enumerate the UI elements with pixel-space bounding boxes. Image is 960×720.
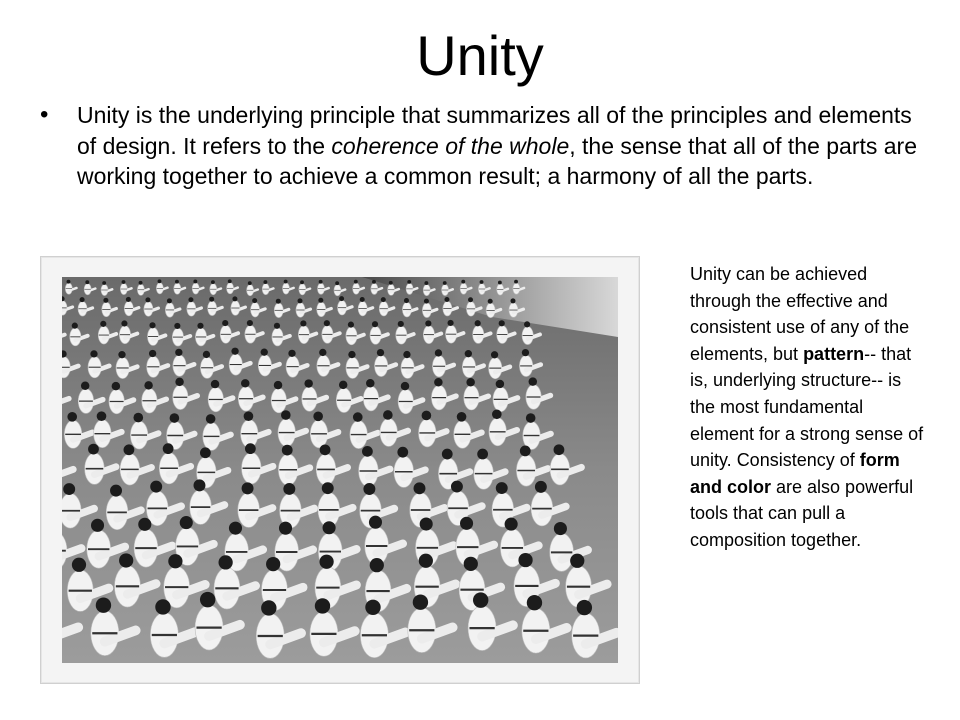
student-head [518, 553, 532, 567]
student-head [281, 410, 291, 420]
student-head [197, 323, 203, 329]
student-head [102, 281, 106, 285]
student-head [488, 299, 493, 304]
student-head [492, 409, 502, 419]
side-note-part3: are also powerful tools that can pull a composition together. [690, 476, 914, 550]
student-head [425, 320, 431, 326]
side-note-bold-form-color: form and color [690, 450, 900, 497]
student-head [91, 519, 104, 532]
student-head [229, 522, 242, 535]
student-head [149, 322, 155, 328]
student-head [319, 280, 323, 284]
student-head [288, 350, 295, 357]
student-head [442, 449, 453, 460]
student-head [133, 413, 143, 423]
student-head [466, 378, 474, 386]
bullet-text-part2: , the sense that all of the parts are working together to achieve a common result; a harmony of all the parts. [77, 132, 918, 189]
student-head [339, 381, 347, 389]
student-head [219, 555, 233, 569]
student-head [496, 380, 504, 388]
student-head [480, 280, 484, 284]
student-head [300, 280, 304, 284]
student-head [175, 349, 182, 356]
student-head [174, 323, 180, 329]
student-head [112, 382, 120, 390]
student-head [96, 598, 111, 613]
student-head [339, 296, 344, 301]
student-head [100, 321, 106, 327]
student-head [577, 600, 592, 615]
student-head [444, 297, 449, 302]
student-head [447, 320, 453, 326]
student-head [88, 444, 99, 455]
bullet-text [77, 100, 920, 192]
student-head [322, 482, 334, 494]
student-head [434, 378, 442, 386]
student-head [360, 297, 365, 302]
student-head [139, 281, 143, 285]
student-head [188, 297, 193, 302]
student-head [464, 557, 478, 571]
student-head [465, 350, 472, 357]
student-head [193, 280, 197, 284]
student-head [365, 600, 380, 615]
student-head [163, 443, 174, 454]
student-head [419, 554, 433, 568]
student-head [529, 377, 537, 385]
student-head [298, 298, 303, 303]
student-head [320, 444, 331, 455]
student-head [473, 592, 488, 607]
student-head [276, 299, 281, 304]
student-head [72, 323, 78, 329]
student-head [97, 411, 107, 421]
student-head [67, 412, 77, 422]
student-head [554, 444, 565, 455]
student-head [85, 280, 89, 284]
photo-illustration [62, 277, 618, 663]
bullet-item [40, 100, 920, 192]
student-head [155, 599, 170, 614]
student-head [274, 323, 280, 329]
student-head [228, 279, 232, 283]
student-head [252, 298, 257, 303]
side-note-part2: -- that is, underlying structure-- is the most fundamental element for a strong sense of unity. Consistency of [690, 343, 924, 471]
student-head [203, 351, 210, 358]
side-note [690, 261, 930, 554]
student-head [232, 296, 237, 301]
student-head [443, 281, 447, 285]
student-head [468, 297, 473, 302]
student-head [353, 412, 363, 422]
student-head [363, 483, 375, 495]
student-head [80, 297, 85, 302]
student-head [261, 349, 268, 356]
student-head [401, 382, 409, 390]
student-head [63, 483, 75, 495]
student-head [118, 351, 125, 358]
student-head [324, 320, 330, 326]
student-head [263, 280, 267, 284]
student-head [103, 298, 108, 303]
student-head [274, 381, 282, 389]
student-head [261, 600, 276, 615]
student-head [72, 558, 86, 572]
student-head [170, 413, 180, 423]
student-head [158, 279, 162, 283]
student-head [144, 381, 152, 389]
student-head [369, 516, 382, 529]
student-head [404, 298, 409, 303]
student-head [138, 518, 151, 531]
student-head [231, 348, 238, 355]
student-head [527, 595, 542, 610]
student-head [420, 518, 433, 531]
student-head [397, 447, 408, 458]
student-head [304, 379, 312, 387]
student-head [319, 555, 333, 569]
student-head [282, 445, 293, 456]
student-head [383, 410, 393, 420]
student-head [498, 281, 502, 285]
student-head [150, 481, 162, 493]
student-head [122, 280, 126, 284]
bullet-emphasis: coherence of the whole [331, 132, 570, 159]
student-head [398, 321, 404, 327]
student-head [354, 280, 358, 284]
student-head [370, 558, 384, 572]
student-head [381, 297, 386, 302]
student-head [348, 322, 354, 328]
student-head [124, 444, 135, 455]
student-head [526, 413, 536, 423]
student-head [524, 321, 530, 327]
student-head [209, 297, 214, 302]
student-head [460, 517, 473, 530]
student-head [407, 280, 411, 284]
student-head [477, 449, 488, 460]
student-head [247, 320, 253, 326]
student-head [318, 298, 323, 303]
student-head [241, 379, 249, 387]
student-head [211, 280, 215, 284]
student-head [119, 553, 133, 567]
student-head [499, 320, 505, 326]
bullet-marker: • [40, 101, 49, 128]
student-head [194, 479, 206, 491]
student-head [510, 298, 515, 303]
student-head [389, 281, 393, 285]
student-head [514, 280, 518, 284]
student-head [366, 379, 374, 387]
student-head [211, 380, 219, 388]
student-head [496, 482, 508, 494]
student-head [372, 321, 378, 327]
student-head [200, 447, 211, 458]
student-head [348, 351, 355, 358]
student-head [491, 351, 498, 358]
student-head [323, 521, 336, 534]
student-head [175, 378, 183, 386]
student-head [175, 280, 179, 284]
student-head [180, 516, 193, 529]
student-head [422, 411, 432, 421]
student-head [435, 349, 442, 356]
bullet-text-part1: Unity is the underlying principle that summarizes all of the principles and elements of design. It refers to the [77, 102, 912, 159]
side-note-part1: Unity can be achieved through the effective and consistent use of any of the elements, but [690, 264, 910, 364]
student-head [570, 554, 584, 568]
student-head [145, 297, 150, 302]
student-head [457, 412, 467, 422]
student-head [81, 381, 89, 389]
student-head [520, 446, 531, 457]
student-head [90, 350, 97, 357]
student-head [554, 522, 567, 535]
student-head [168, 554, 182, 568]
student-head [242, 482, 254, 494]
student-head [372, 280, 376, 284]
student-head [200, 592, 215, 607]
student-head [414, 482, 426, 494]
student-head [266, 557, 280, 571]
student-head [461, 280, 465, 284]
student-head [244, 411, 254, 421]
side-note-bold-pattern: pattern [803, 343, 865, 364]
student-head [424, 299, 429, 304]
student-head [222, 320, 228, 326]
student-head [335, 281, 339, 285]
slide-title: Unity [416, 24, 544, 87]
student-head [413, 595, 428, 610]
student-head [67, 280, 71, 284]
student-head [451, 481, 463, 493]
student-head [283, 483, 295, 495]
student-head [319, 349, 326, 356]
student-head [535, 481, 547, 493]
student-head [284, 280, 288, 284]
student-head [245, 443, 256, 454]
student-head [121, 320, 127, 326]
student-head [300, 320, 306, 326]
student-head [475, 320, 481, 326]
student-head [167, 298, 172, 303]
martial-arts-photo [40, 256, 640, 684]
student-head [377, 349, 384, 356]
student-head [522, 349, 529, 356]
student-head [403, 351, 410, 358]
student-head [279, 522, 292, 535]
student-head [424, 281, 428, 285]
student-head [206, 414, 216, 424]
student-head [315, 598, 330, 613]
student-head [313, 412, 323, 422]
student-head [248, 281, 252, 285]
student-head [362, 446, 373, 457]
student-head [149, 350, 156, 357]
student-head [505, 518, 518, 531]
student-head [110, 485, 122, 497]
student-head [126, 297, 131, 302]
